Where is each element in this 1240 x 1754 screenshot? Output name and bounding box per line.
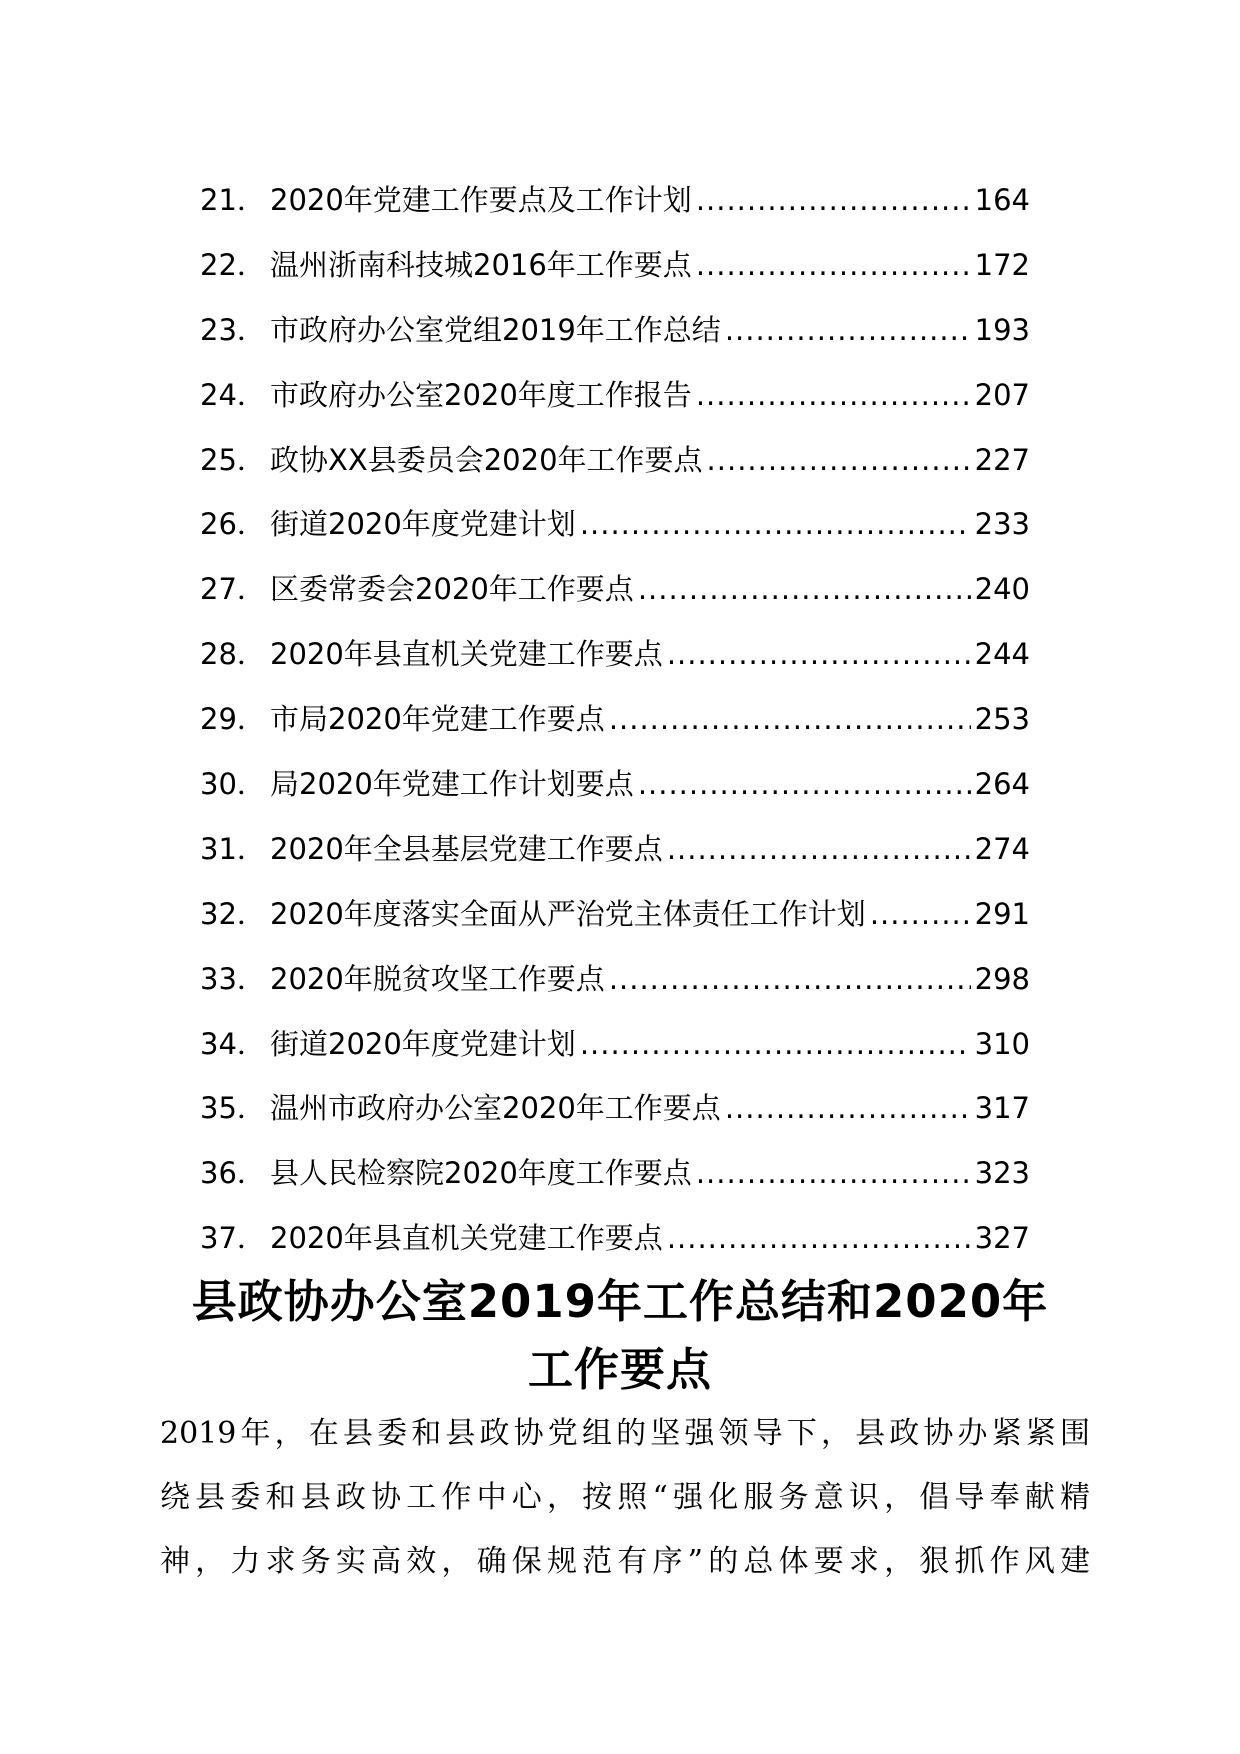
toc-dot-leader bbox=[667, 622, 971, 687]
toc-entry-page: 298 bbox=[974, 961, 1030, 996]
toc-dot-leader bbox=[725, 298, 971, 363]
toc-entry-title: 局2020年党建工作计划要点 bbox=[270, 767, 634, 802]
toc-dot-leader bbox=[609, 687, 971, 752]
toc-entry-number: 27． bbox=[200, 572, 266, 607]
toc-entry-title: 市政府办公室党组2019年工作总结 bbox=[270, 312, 721, 347]
toc-entry-number: 23． bbox=[200, 312, 266, 347]
toc-entry-page: 317 bbox=[974, 1091, 1030, 1126]
body-line-2: 绕县委和县政协工作中心，按照“强化服务意识，倡导奉献精 bbox=[160, 1480, 1090, 1515]
toc-entry-page: 310 bbox=[974, 1026, 1030, 1061]
toc-entry-title: 2020年脱贫攻坚工作要点 bbox=[270, 961, 605, 996]
toc-entry[interactable] bbox=[200, 1141, 1030, 1206]
toc-entry-title: 区委常委会2020年工作要点 bbox=[270, 572, 634, 607]
toc-entry-title: 街道2020年度党建计划 bbox=[270, 1026, 576, 1061]
toc-dot-leader bbox=[580, 1012, 971, 1077]
toc-entry[interactable] bbox=[200, 1012, 1030, 1077]
toc-entry-page: 323 bbox=[974, 1156, 1030, 1191]
toc-dot-leader bbox=[609, 947, 971, 1012]
toc-entry-number: 37． bbox=[200, 1221, 266, 1256]
toc-dot-leader bbox=[667, 1206, 971, 1271]
toc-entry-title: 温州浙南科技城2016年工作要点 bbox=[270, 247, 692, 282]
toc-entry-title: 2020年党建工作要点及工作计划 bbox=[270, 183, 692, 217]
toc-entry[interactable] bbox=[200, 168, 1030, 233]
toc-entry[interactable] bbox=[200, 1206, 1030, 1271]
toc-entry-number: 33． bbox=[200, 961, 266, 996]
toc-dot-leader bbox=[580, 492, 971, 557]
toc-entry-number: 31． bbox=[200, 831, 266, 866]
toc-dot-leader bbox=[696, 168, 971, 233]
toc-entry-number: 21． bbox=[200, 183, 266, 217]
toc-dot-leader bbox=[696, 363, 971, 428]
toc-dot-leader bbox=[696, 1141, 971, 1206]
toc-dot-leader bbox=[638, 752, 971, 817]
toc-entry-title: 2020年度落实全面从严治党主体责任工作计划 bbox=[270, 896, 866, 931]
toc-entry-number: 24． bbox=[200, 377, 266, 412]
toc-entry-number: 32． bbox=[200, 896, 266, 931]
toc-entry[interactable] bbox=[200, 947, 1030, 1012]
table-of-contents bbox=[200, 168, 1030, 1271]
toc-entry-number: 30． bbox=[200, 767, 266, 802]
toc-entry[interactable] bbox=[200, 622, 1030, 687]
toc-entry-title: 政协XX县委员会2020年工作要点 bbox=[270, 442, 703, 477]
toc-entry-title: 温州市政府办公室2020年工作要点 bbox=[270, 1091, 721, 1126]
toc-entry[interactable] bbox=[200, 752, 1030, 817]
toc-dot-leader bbox=[870, 882, 971, 947]
toc-dot-leader bbox=[667, 817, 971, 882]
body-line-1: 2019年，在县委和县政协党组的坚强领导下，县政协办紧紧围 bbox=[160, 1416, 1090, 1451]
toc-entry-page: 207 bbox=[974, 377, 1030, 412]
toc-entry-title: 2020年全县基层党建工作要点 bbox=[270, 831, 663, 866]
toc-entry-number: 29． bbox=[200, 702, 266, 737]
toc-entry[interactable] bbox=[200, 233, 1030, 298]
toc-entry-page: 327 bbox=[974, 1221, 1030, 1256]
toc-entry[interactable] bbox=[200, 492, 1030, 557]
toc-dot-leader bbox=[725, 1076, 971, 1141]
toc-entry[interactable] bbox=[200, 882, 1030, 947]
toc-entry-number: 26． bbox=[200, 507, 266, 542]
document-heading bbox=[120, 1268, 1120, 1404]
toc-entry[interactable] bbox=[200, 1076, 1030, 1141]
heading-line-1: 县政协办公室2019年工作总结和2020年 bbox=[191, 1275, 1049, 1328]
toc-entry-page: 233 bbox=[974, 507, 1030, 542]
toc-entry-title: 2020年县直机关党建工作要点 bbox=[270, 1221, 663, 1256]
toc-dot-leader bbox=[696, 233, 971, 298]
toc-entry-title: 县人民检察院2020年度工作要点 bbox=[270, 1156, 692, 1191]
toc-entry[interactable] bbox=[200, 557, 1030, 622]
body-line-3: 神，力求务实高效，确保规范有序”的总体要求，狠抓作风建 bbox=[160, 1544, 1090, 1579]
toc-entry-number: 35． bbox=[200, 1091, 266, 1126]
toc-entry-number: 36． bbox=[200, 1156, 266, 1191]
toc-entry-title: 市局2020年党建工作要点 bbox=[270, 702, 605, 737]
toc-entry-page: 172 bbox=[974, 247, 1030, 282]
toc-entry-page: 253 bbox=[974, 702, 1030, 737]
toc-entry-title: 2020年县直机关党建工作要点 bbox=[270, 637, 663, 672]
toc-dot-leader bbox=[707, 428, 971, 493]
toc-entry-page: 244 bbox=[974, 637, 1030, 672]
toc-entry-title: 街道2020年度党建计划 bbox=[270, 507, 576, 542]
toc-entry[interactable] bbox=[200, 817, 1030, 882]
toc-entry-page: 264 bbox=[974, 767, 1030, 802]
toc-entry[interactable] bbox=[200, 428, 1030, 493]
toc-entry-number: 28． bbox=[200, 637, 266, 672]
body-paragraph bbox=[160, 1402, 1090, 1594]
toc-entry[interactable] bbox=[200, 687, 1030, 752]
toc-entry-page: 227 bbox=[974, 442, 1030, 477]
toc-entry[interactable] bbox=[200, 298, 1030, 363]
toc-entry-number: 25． bbox=[200, 442, 266, 477]
toc-entry[interactable] bbox=[200, 363, 1030, 428]
toc-entry-page: 193 bbox=[974, 312, 1030, 347]
toc-dot-leader bbox=[638, 557, 971, 622]
toc-entry-page: 240 bbox=[974, 572, 1030, 607]
toc-entry-number: 22． bbox=[200, 247, 266, 282]
toc-entry-page: 274 bbox=[974, 831, 1030, 866]
toc-entry-title: 市政府办公室2020年度工作报告 bbox=[270, 377, 692, 412]
toc-entry-page: 291 bbox=[974, 896, 1030, 931]
heading-line-2: 工作要点 bbox=[527, 1343, 712, 1396]
toc-entry-number: 34． bbox=[200, 1026, 266, 1061]
toc-entry-page: 164 bbox=[974, 183, 1030, 217]
